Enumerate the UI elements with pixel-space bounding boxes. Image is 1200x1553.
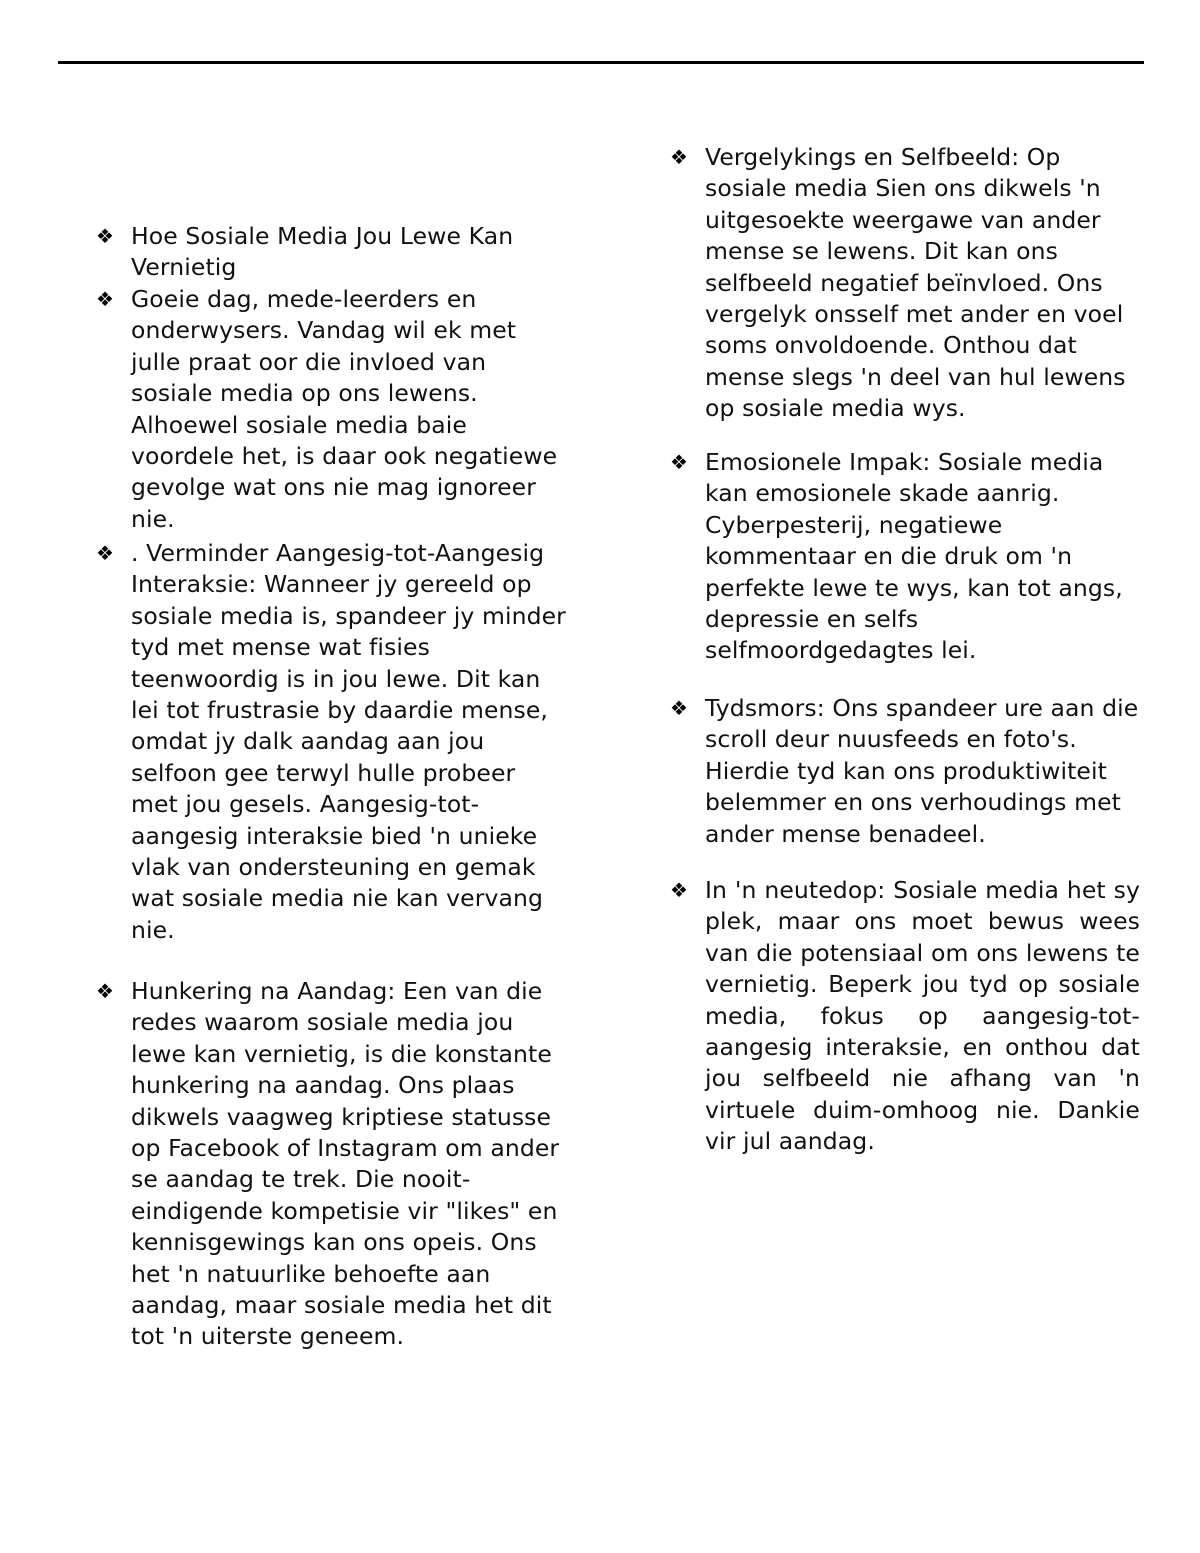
bullet-text: Emosionele Impak: Sosiale media kan emosionele skade aanrig. Cyberpesterij, negatiewe kommentaar en die druk om 'n perfekte lewe te wys, kan tot angs, depressie en selfs selfmoordgedagtes lei. <box>705 448 1123 665</box>
bullet-text: Tydsmors: Ons spandeer ure aan die scroll deur nuusfeeds en foto's. Hierdie tyd kan ons produktiwiteit belemmer en ons verhoudings met ander mense benadeel. <box>705 694 1139 848</box>
bullet-item-face-to-face <box>96 538 566 946</box>
bullet-item-emotional-impact <box>670 447 1140 667</box>
diamond-bullet-icon: ❖ <box>670 878 688 902</box>
bullet-text: Goeie dag, mede-leerders en onderwysers. Vandag wil ek met julle praat oor die invloed van sosiale media op ons lewens. Alhoewel sosiale media baie voordele het, is daar ook negatiewe gevolge wat ons nie mag ignoreer nie. <box>131 285 558 533</box>
top-horizontal-rule <box>58 61 1144 64</box>
bullet-item-greeting <box>96 284 566 535</box>
diamond-bullet-icon: ❖ <box>670 450 688 474</box>
bullet-item-self-image <box>670 142 1140 425</box>
diamond-bullet-icon: ❖ <box>96 541 114 565</box>
diamond-bullet-icon: ❖ <box>96 287 114 311</box>
bullet-text: Hunkering na Aandag: Een van die redes waarom sosiale media jou lewe kan vernietig, is die konstante hunkering na aandag. Ons plaas dikwels vaagweg kriptiese statusse op Facebook of Instagram om ander se aandag te trek. Die nooit-eindigende kompetisie vir "likes" en kennisgewings kan ons opeis. Ons het 'n natuurlike behoefte aan aandag, maar sosiale media het dit tot 'n uiterste geneem. <box>131 977 560 1351</box>
bullet-text: Hoe Sosiale Media Jou Lewe Kan Vernietig <box>131 222 514 282</box>
bullet-text: Vergelykings en Selfbeeld: Op sosiale media Sien ons dikwels 'n uitgesoekte weergawe van ander mense se lewens. Dit kan ons selfbeeld negatief beïnvloed. Ons vergelyk onsself met ander en voel soms onvoldoende. Onthou dat mense slegs 'n deel van hul lewens op sosiale media wys. <box>705 143 1126 423</box>
diamond-bullet-icon: ❖ <box>96 224 114 248</box>
bullet-item-time-waste <box>670 693 1140 850</box>
diamond-bullet-icon: ❖ <box>96 979 114 1003</box>
bullet-text: . Verminder Aangesig-tot-Aangesig Interaksie: Wanneer jy gereeld op sosiale media is, spandeer jy minder tyd met mense wat fisies teenwoordig is in jou lewe. Dit kan lei tot frustrasie by daardie mense, omdat jy dalk aandag aan jou selfoon gee terwyl hulle probeer met jou gesels. Aangesig-tot-aangesig interaksie bied 'n unieke vlak van ondersteuning en gemak wat sosiale media nie kan vervang nie. <box>131 539 566 944</box>
bullet-text: In 'n neutedop: Sosiale media het sy plek, maar ons moet bewus wees van die potensiaal om ons lewens te vernietig. Beperk jou tyd op sosiale media, fokus op aangesig-tot-aangesig interaksie, en onthou dat jou selfbeeld nie afhang van 'n virtuele duim-omhoog nie. Dankie vir jul aandag. <box>705 876 1140 1156</box>
bullet-item-title <box>96 221 566 284</box>
diamond-bullet-icon: ❖ <box>670 696 688 720</box>
bullet-item-attention <box>96 976 566 1353</box>
bullet-item-conclusion <box>670 875 1140 1158</box>
diamond-bullet-icon: ❖ <box>670 145 688 169</box>
